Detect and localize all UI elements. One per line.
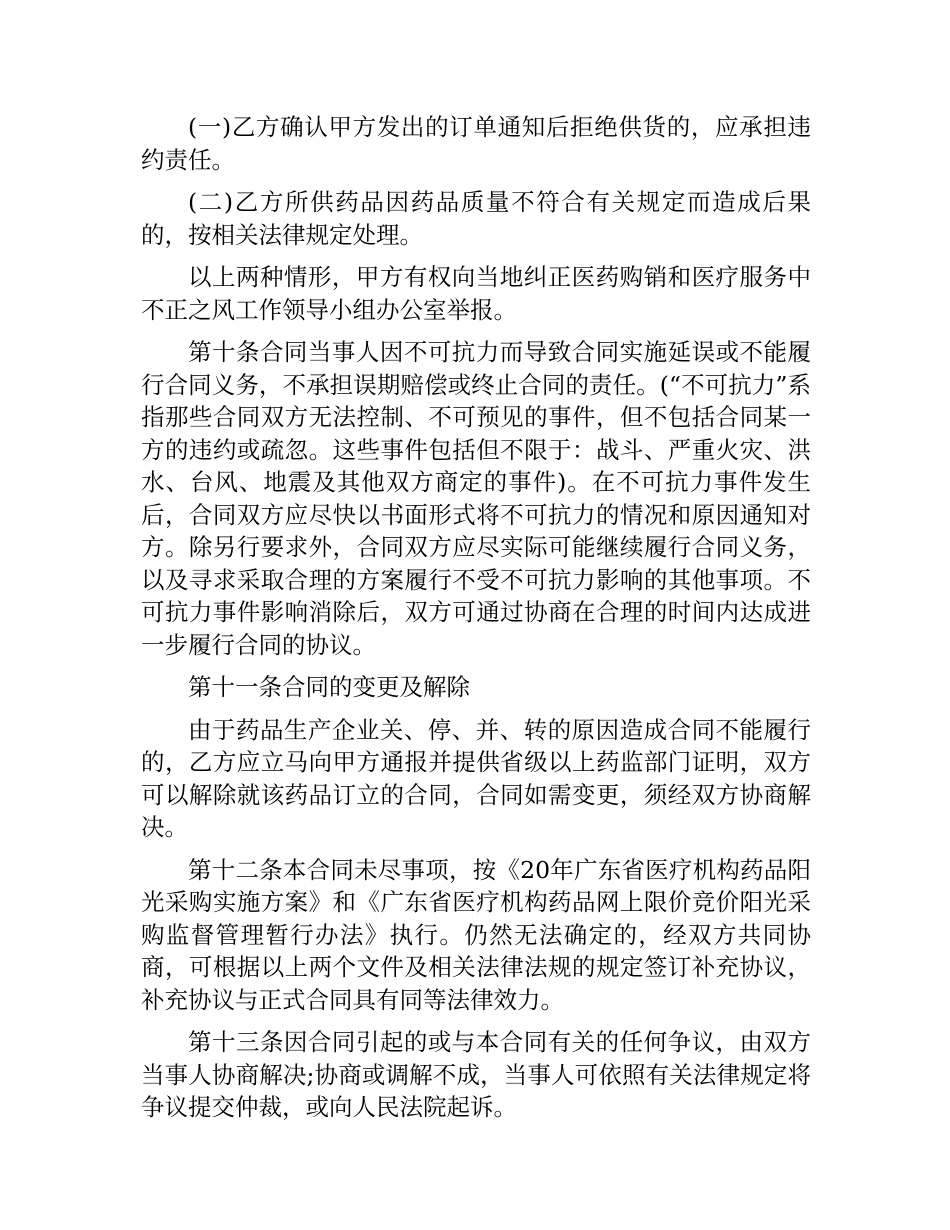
clause-paragraph-2: (二)乙方所供药品因药品质量不符合有关规定而造成后果的，按相关法律规定处理。 (141, 188, 811, 249)
clause-12-paragraph: 第十二条本合同未尽事项，按《20年广东省医疗机构药品阳光采购实施方案》和《广东省医疗机构药品网上限价竞价阳光采购监督管理暂行办法》执行。仍然无法确定的，经双方共同协商，可根据以上两个文件及相关法律法规的规定签订补充协议，补充协议与正式合同具有同等法律效力。 (141, 855, 811, 1014)
document-body (141, 111, 811, 1134)
clause-10-paragraph: 第十条合同当事人因不可抗力而导致合同实施延误或不能履行合同义务，不承担误期赔偿或终止合同的责任。(“不可抗力”系指那些合同双方无法控制、不可预见的事件，但不包括合同某一方的违约或疏忽。这些事件包括但不限于：战斗、严重火灾、洪水、台风、地震及其他双方商定的事件)。在不可抗力事件发生后，合同双方应尽快以书面形式将不可抗力的情况和原因通知对方。除另行要求外，合同双方应尽实际可能继续履行合同义务，以及寻求采取合理的方案履行不受不可抗力影响的其他事项。不可抗力事件影响消除后，双方可通过协商在合理的时间内达成进一步履行合同的协议。 (141, 338, 811, 659)
clause-11-heading: 第十一条合同的变更及解除 (188, 673, 470, 701)
clause-13-paragraph: 第十三条因合同引起的或与本合同有关的任何争议，由双方当事人协商解决;协商或调解不成，当事人可依照有关法律规定将争议提交仲裁，或向人民法院起诉。 (141, 1028, 811, 1121)
clause-paragraph-1: (一)乙方确认甲方发出的订单通知后拒绝供货的，应承担违约责任。 (141, 113, 811, 174)
clause-11-paragraph: 由于药品生产企业关、停、并、转的原因造成合同不能履行的，乙方应立马向甲方通报并提供省级以上药监部门证明，双方可以解除就该药品订立的合同，合同如需变更，须经双方协商解决。 (141, 715, 811, 841)
clause-paragraph-3: 以上两种情形，甲方有权向当地纠正医药购销和医疗服务中不正之风工作领导小组办公室举报。 (141, 263, 811, 324)
